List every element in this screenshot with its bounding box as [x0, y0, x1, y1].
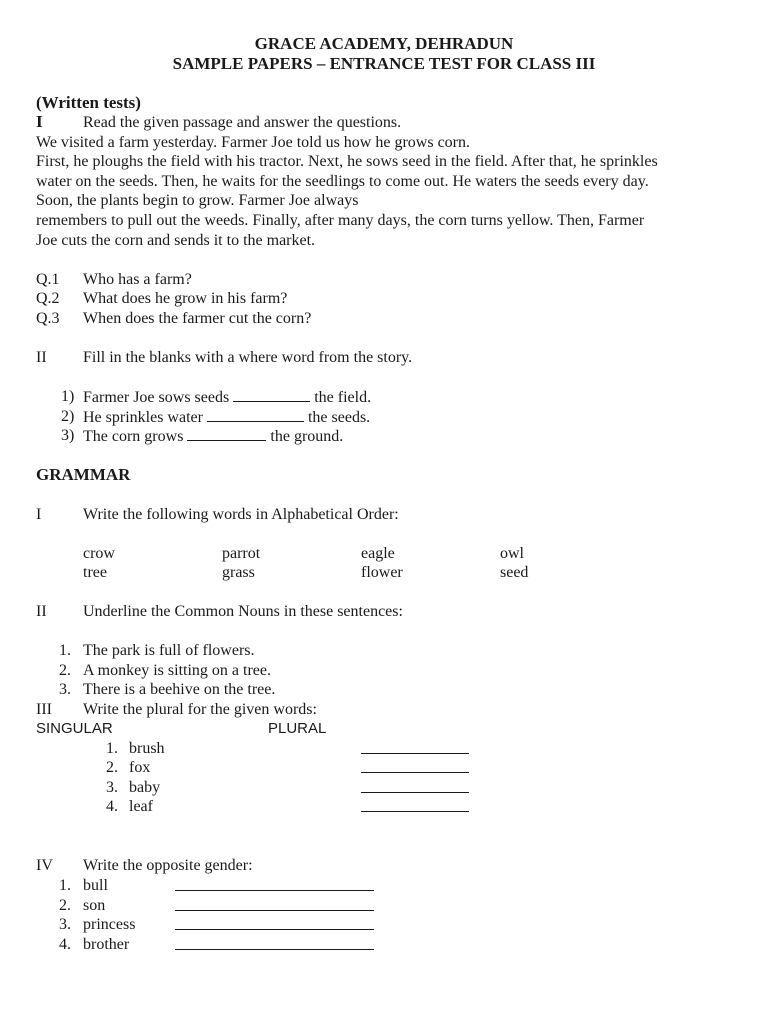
word-cell: eagle — [361, 545, 395, 562]
plural-item-word: baby — [129, 779, 161, 796]
blank-item-before: He sprinkles water — [83, 409, 203, 426]
gender-item-number: 2. — [59, 897, 71, 914]
gender-item-word: princess — [83, 916, 136, 933]
section-1-instruction: Read the given passage and answer the questions. — [83, 114, 402, 131]
word-cell: crow — [83, 545, 115, 562]
question-number: Q.3 — [36, 310, 60, 327]
plural-label: PLURAL — [268, 720, 327, 737]
blank-item — [83, 407, 370, 428]
word-cell: tree — [83, 564, 107, 581]
grammar-section-1-number: I — [36, 506, 42, 523]
grammar-section-3-instruction: Write the plural for the given words: — [83, 701, 317, 718]
answer-blank[interactable] — [207, 407, 304, 422]
question-text: When does the farmer cut the corn? — [83, 310, 312, 327]
passage-line: We visited a farm yesterday. Farmer Joe told us how he grows corn. — [36, 134, 470, 151]
gender-item-word: son — [83, 897, 106, 914]
plural-item-number: 4. — [106, 798, 118, 815]
blank-item-after: the ground. — [270, 428, 344, 445]
plural-answer-blank[interactable] — [361, 778, 469, 793]
word-cell: flower — [361, 564, 403, 581]
grammar-heading: GRAMMAR — [36, 465, 131, 484]
grammar-section-1-instruction: Write the following words in Alphabetical Order: — [83, 506, 399, 523]
plural-item-number: 3. — [106, 779, 118, 796]
answer-blank[interactable] — [187, 426, 266, 441]
plural-answer-blank[interactable] — [361, 758, 469, 773]
question-number: Q.2 — [36, 290, 60, 307]
blank-item-before: Farmer Joe sows seeds — [83, 389, 230, 406]
gender-item-number: 3. — [59, 916, 71, 933]
word-cell: grass — [222, 564, 255, 581]
paper-subtitle: SAMPLE PAPERS – ENTRANCE TEST FOR CLASS III — [172, 54, 596, 73]
gender-answer-blank[interactable] — [175, 915, 374, 930]
written-heading: (Written tests) — [36, 93, 141, 112]
school-name: GRACE ACADEMY, DEHRADUN — [254, 34, 514, 53]
section-2-number: II — [36, 349, 47, 366]
sentence-text: The park is full of flowers. — [83, 642, 255, 659]
grammar-section-3-number: III — [36, 701, 52, 718]
blank-item-number: 1) — [61, 388, 75, 405]
plural-item-number: 2. — [106, 759, 118, 776]
section-2-instruction: Fill in the blanks with a where word from the story. — [83, 349, 413, 366]
sentence-text: There is a beehive on the tree. — [83, 681, 276, 698]
singular-label: SINGULAR — [36, 720, 113, 737]
passage-line: Soon, the plants begin to grow. Farmer Joe always — [36, 192, 359, 209]
sentence-number: 2. — [59, 662, 71, 679]
plural-item-number: 1. — [106, 740, 118, 757]
question-text: Who has a farm? — [83, 271, 192, 288]
sentence-number: 1. — [59, 642, 71, 659]
answer-blank[interactable] — [233, 387, 310, 402]
question-text: What does he grow in his farm? — [83, 290, 288, 307]
sentence-number: 3. — [59, 681, 71, 698]
gender-item-word: brother — [83, 936, 130, 953]
question-number: Q.1 — [36, 271, 60, 288]
gender-item-number: 1. — [59, 877, 71, 894]
gender-answer-blank[interactable] — [175, 935, 374, 950]
word-cell: owl — [500, 545, 524, 562]
plural-item-word: leaf — [129, 798, 153, 815]
plural-answer-blank[interactable] — [361, 797, 469, 812]
grammar-section-4-instruction: Write the opposite gender: — [83, 857, 253, 874]
passage-line: remembers to pull out the weeds. Finally, after many days, the corn turns yellow. Then, Farmer — [36, 212, 645, 229]
gender-item-number: 4. — [59, 936, 71, 953]
sentence-text: A monkey is sitting on a tree. — [83, 662, 271, 679]
passage-line: water on the seeds. Then, he waits for the seedlings to come out. He waters the seeds every day. — [36, 173, 649, 190]
blank-item — [83, 387, 371, 408]
word-cell: parrot — [222, 545, 261, 562]
gender-answer-blank[interactable] — [175, 876, 374, 891]
passage-line: First, he ploughs the field with his tractor. Next, he sows seed in the field. After that, he sprinkles — [36, 153, 658, 170]
gender-answer-blank[interactable] — [175, 896, 374, 911]
blank-item-after: the field. — [314, 389, 372, 406]
blank-item-number: 2) — [61, 408, 75, 425]
gender-item-word: bull — [83, 877, 108, 894]
blank-item-number: 3) — [61, 427, 75, 444]
plural-item-word: brush — [129, 740, 165, 757]
grammar-section-2-number: II — [36, 603, 47, 620]
blank-item-before: The corn grows — [83, 428, 184, 445]
blank-item-after: the seeds. — [307, 409, 371, 426]
plural-item-word: fox — [129, 759, 151, 776]
passage-line: Joe cuts the corn and sends it to the market. — [36, 232, 316, 249]
grammar-section-2-instruction: Underline the Common Nouns in these sentences: — [83, 603, 403, 620]
plural-answer-blank[interactable] — [361, 739, 469, 754]
blank-item — [83, 426, 343, 447]
grammar-section-4-number: IV — [36, 857, 53, 874]
word-cell: seed — [500, 564, 529, 581]
section-1-number: I — [36, 112, 43, 131]
